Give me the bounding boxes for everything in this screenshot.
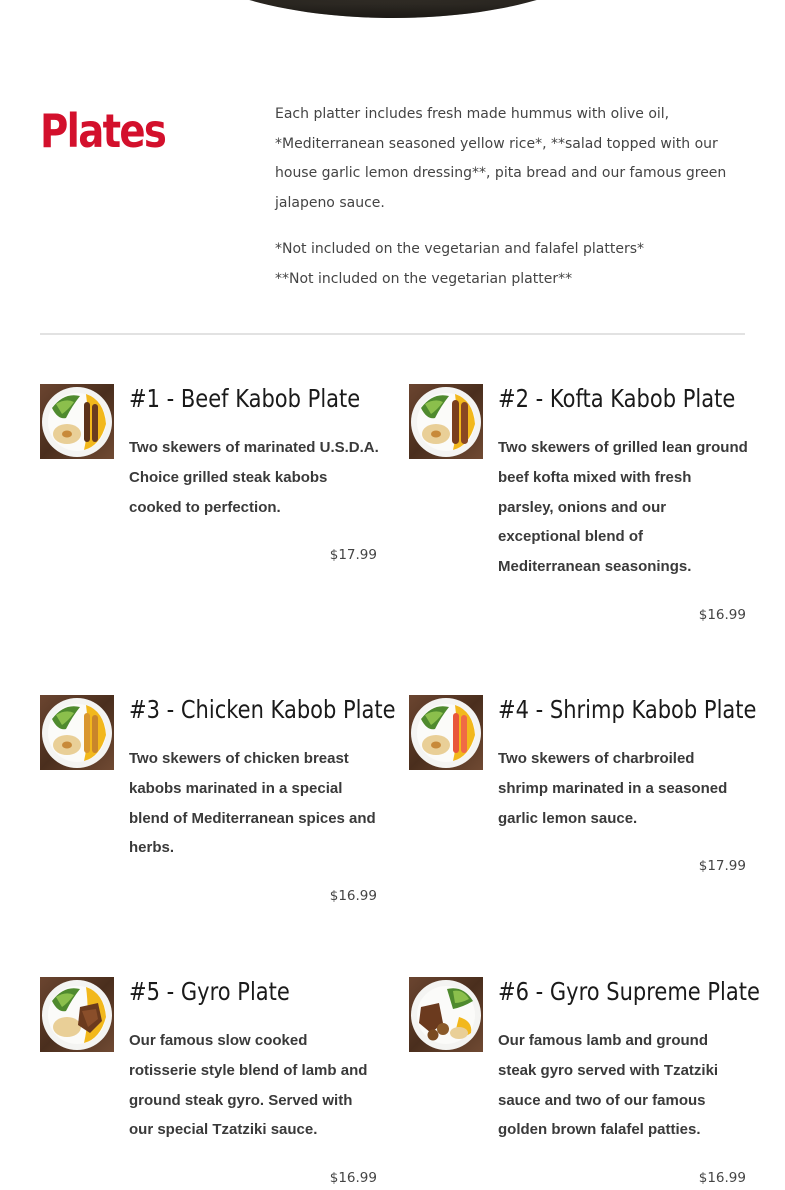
item-description: Two skewers of marinated U.S.D.A. Choice grilled steak kabobs cooked to perfection.	[129, 439, 379, 516]
section-intro	[275, 100, 745, 294]
plate-illustration	[409, 384, 483, 459]
plate-illustration	[409, 695, 483, 770]
plate-photo[interactable]	[409, 977, 483, 1052]
item-description: Two skewers of chicken breast kabobs marinated in a special blend of Mediterranean spices and herbs.	[129, 750, 376, 857]
plate-photo[interactable]	[409, 384, 483, 459]
plate-photo[interactable]	[409, 695, 483, 770]
section-title: Plates	[40, 104, 166, 158]
item-description: Two skewers of grilled lean ground beef kofta mixed with fresh parsley, onions and our exceptional blend of Mediterranean seasonings.	[498, 439, 748, 576]
menu-item[interactable]	[40, 695, 396, 915]
item-price: $16.99	[698, 1170, 746, 1186]
item-price: $16.99	[698, 607, 746, 623]
item-price: $17.99	[329, 547, 377, 563]
item-description: Our famous lamb and ground steak gyro served with Tzatziki sauce and two of our famous golden brown falafel patties.	[498, 1032, 719, 1139]
menu-item[interactable]	[409, 384, 746, 634]
plate-illustration	[409, 977, 483, 1052]
item-title: #2 - Kofta Kabob Plate	[498, 384, 736, 413]
intro-text: Each platter includes fresh made hummus with olive oil, *Mediterranean seasoned yellow rice*, **salad topped with our house garlic lemon dressing**, pita bread and our famous green jalapeno sauce.	[275, 106, 727, 212]
intro-note-1: *Not included on the vegetarian and falafel platters*	[275, 240, 645, 257]
item-title: #4 - Shrimp Kabob Plate	[498, 695, 757, 724]
item-price: $16.99	[329, 888, 377, 904]
item-title: #3 - Chicken Kabob Plate	[129, 695, 396, 724]
menu-item[interactable]	[409, 977, 760, 1190]
item-price: $17.99	[698, 858, 746, 874]
hero-image	[168, 0, 618, 18]
plate-photo[interactable]	[40, 695, 114, 770]
menu-item[interactable]	[40, 977, 377, 1190]
item-price: $16.99	[329, 1170, 377, 1186]
item-title: #5 - Gyro Plate	[129, 977, 290, 1006]
plate-photo[interactable]	[40, 977, 114, 1052]
plate-illustration	[40, 695, 114, 770]
item-title: #1 - Beef Kabob Plate	[129, 384, 361, 413]
section-divider	[40, 333, 745, 335]
item-description: Two skewers of charbroiled shrimp marinated in a seasoned garlic lemon sauce.	[498, 750, 728, 827]
item-description: Our famous slow cooked rotisserie style blend of lamb and ground steak gyro. Served with our special Tzatziki sauce.	[129, 1032, 368, 1139]
menu-item[interactable]	[409, 695, 757, 885]
menu-item[interactable]	[40, 384, 377, 574]
item-title: #6 - Gyro Supreme Plate	[498, 977, 760, 1006]
intro-note-2: **Not included on the vegetarian platter**	[275, 270, 573, 287]
plate-photo[interactable]	[40, 384, 114, 459]
plate-illustration	[40, 384, 114, 459]
plate-illustration	[40, 977, 114, 1052]
